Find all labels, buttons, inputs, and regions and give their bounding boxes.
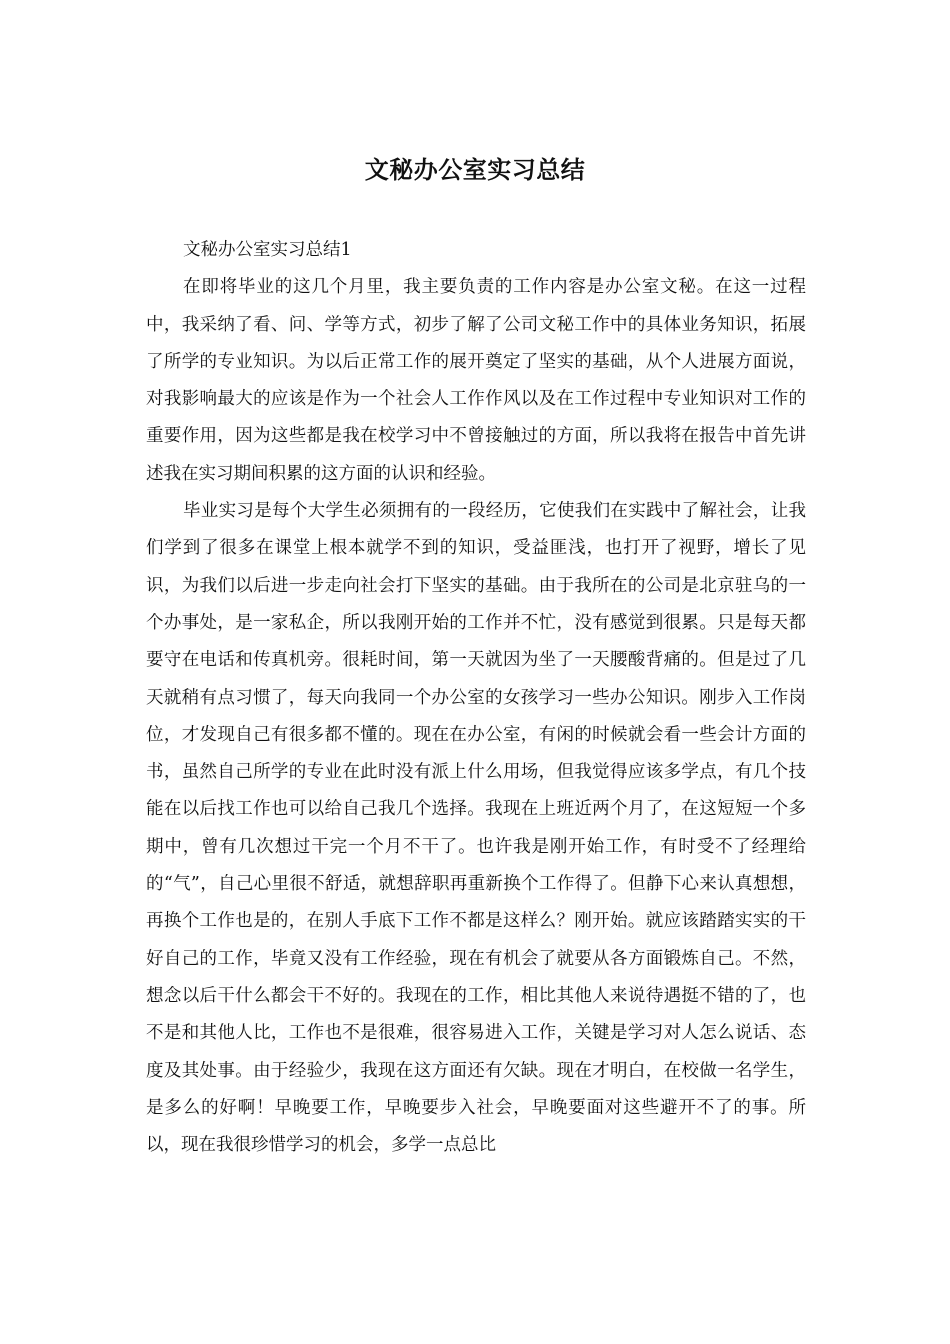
document-body bbox=[146, 232, 806, 1164]
section-heading: 文秘办公室实习总结1 bbox=[183, 240, 352, 260]
paragraph-1: 在即将毕业的这几个月里，我主要负责的工作内容是办公室文秘。在这一过程中，我采纳了看、问、学等方式，初步了解了公司文秘工作中的具体业务知识，拓展了所学的专业知识。为以后正常工作的展开奠定了坚实的基础，从个人进展方面说，对我影响最大的应该是作为一个社会人工作作风以及在工作过程中专业知识对工作的重要作用，因为这些都是我在校学习中不曾接触过的方面，所以我将在报告中首先讲述我在实习期间积累的这方面的认识和经验。 bbox=[146, 277, 806, 484]
paragraph-2: 毕业实习是每个大学生必须拥有的一段经历，它使我们在实践中了解社会，让我们学到了很多在课堂上根本就学不到的知识，受益匪浅，也打开了视野，增长了见识，为我们以后进一步走向社会打下坚实的基础。由于我所在的公司是北京驻乌的一个办事处，是一家私企，所以我刚开始的工作并不忙，没有感觉到很累。只是每天都要守在电话和传真机旁。很耗时间，第一天就因为坐了一天腰酸背痛的。但是过了几天就稍有点习惯了，每天向我同一个办公室的女孩学习一些办公知识。刚步入工作岗位，才发现自己有很多都不懂的。现在在办公室，有闲的时候就会看一些会计方面的书，虽然自己所学的专业在此时没有派上什么用场，但我觉得应该多学点，有几个技能在以后找工作也可以给自己我几个选择。我现在上班近两个月了，在这短短一个多期中，曾有几次想过干完一个月不干了。也许我是刚开始工作，有时受不了经理给的“气”，自己心里很不舒适，就想辞职再重新换个工作得了。但静下心来认真想想，再换个工作也是的，在别人手底下工作不都是这样么？刚开始。就应该踏踏实实的干好自己的工作，毕竟又没有工作经验，现在有机会了就要从各方面锻炼自己。不然，想念以后干什么都会干不好的。我现在的工作，相比其他人来说待遇挺不错的了，也不是和其他人比，工作也不是很难，很容易进入工作，关键是学习对人怎么说话、态度及其处事。由于经验少，我现在这方面还有欠缺。现在才明白，在校做一名学生，是多么的好啊！早晚要工作，早晚要步入社会，早晚要面对这些避开不了的事。所以，现在我很珍惜学习的机会，多学一点总比 bbox=[146, 501, 806, 1156]
document-title: 文秘办公室实习总结 bbox=[364, 155, 586, 184]
